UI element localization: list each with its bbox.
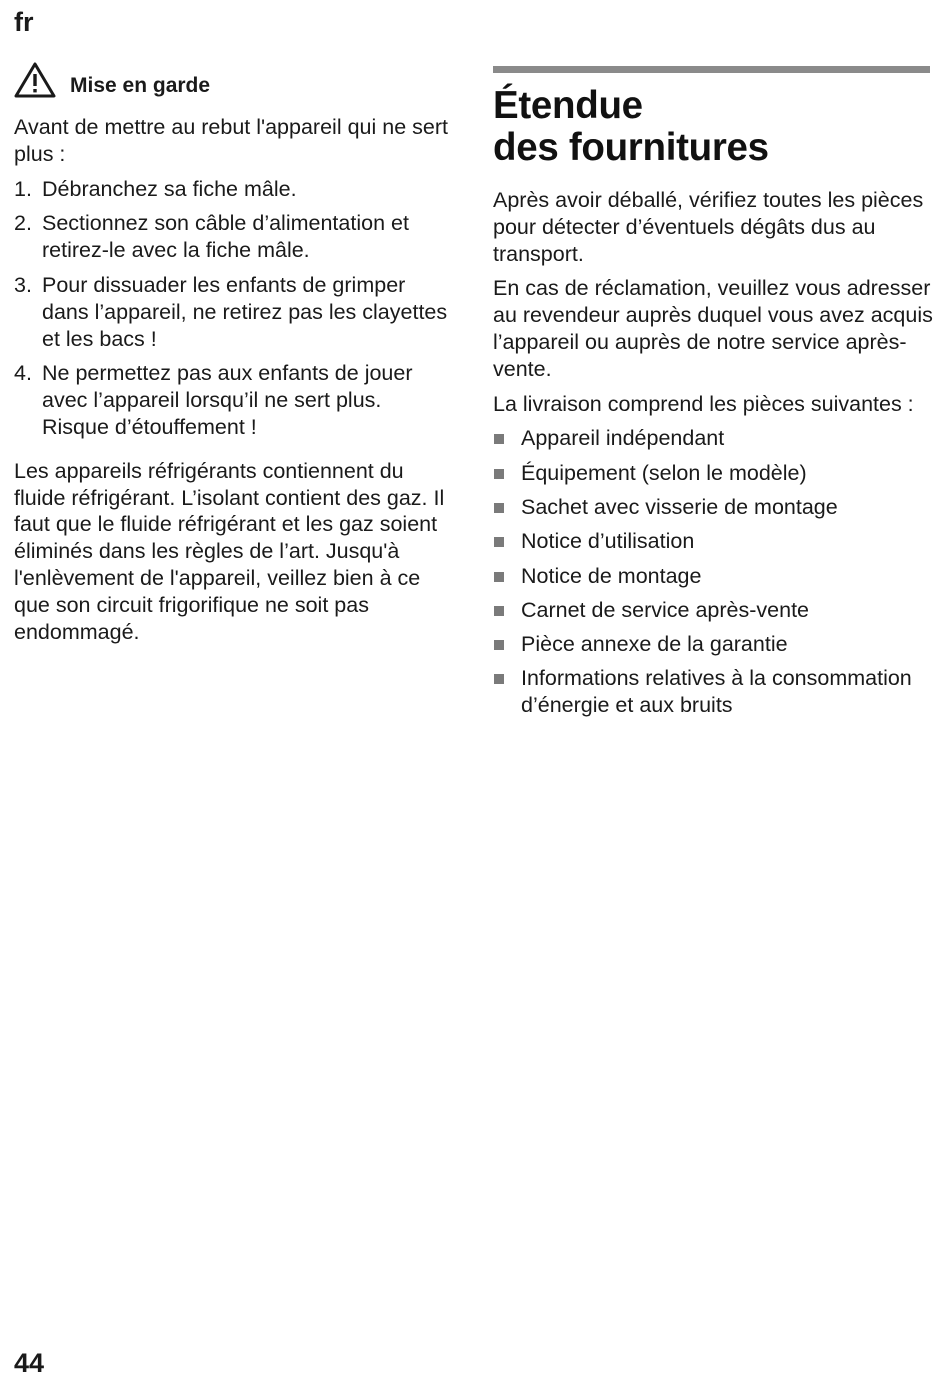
- step-number: 4.: [14, 361, 32, 386]
- section-divider: [493, 66, 930, 73]
- scope-section: [493, 66, 933, 727]
- square-bullet-icon: [493, 631, 521, 658]
- warning-triangle-icon: [14, 62, 56, 98]
- section-title-line2: des fournitures: [493, 126, 769, 169]
- delivery-items-list: [493, 425, 933, 719]
- list-item: [493, 494, 933, 521]
- square-bullet-icon: [493, 528, 521, 555]
- inspection-paragraph: Après avoir déballé, vérifiez toutes les pièces pour détecter d’éventuels dégâts dus au transport.: [493, 188, 924, 266]
- item-text: Sachet avec visserie de montage: [521, 494, 838, 519]
- warning-section: [14, 58, 454, 645]
- step-number: 1.: [14, 176, 32, 201]
- section-title-line1: Étendue: [493, 84, 643, 127]
- step-text: Débranchez sa fiche mâle.: [42, 176, 297, 201]
- warning-intro: Avant de mettre au rebut l'appareil qui ne sert plus :: [14, 115, 448, 166]
- page-number: 44: [14, 1348, 45, 1378]
- list-item: [493, 665, 933, 719]
- step-number: 3.: [14, 272, 32, 297]
- item-text: Notice de montage: [521, 563, 702, 588]
- delivery-intro: La livraison comprend les pièces suivantes :: [493, 391, 914, 416]
- list-item: [493, 528, 933, 555]
- item-text: Informations relatives à la consommation d’énergie et aux bruits: [521, 666, 912, 718]
- list-item: [14, 360, 454, 440]
- refrigerant-paragraph: Les appareils réfrigérants contiennent du fluide réfrigérant. L’isolant contient des gaz. Il faut que le fluide réfrigérant et les gaz soient éliminés dans les règles de l’art. Jusqu'à l'enlèvement de l'appareil, veillez bien à ce que son circuit frigorifique ne soit pas endommagé.: [14, 458, 445, 644]
- step-text: Pour dissuader les enfants de grimper dans l’appareil, ne retirez pas les clayettes et les bacs !: [42, 272, 448, 351]
- list-item: [493, 460, 933, 487]
- list-item: [14, 272, 454, 352]
- complaint-paragraph: En cas de réclamation, veuillez vous adresser au revendeur auprès duquel vous avez acquis l’appareil ou auprès de notre service après-vente.: [493, 276, 933, 381]
- square-bullet-icon: [493, 460, 521, 487]
- item-text: Notice d’utilisation: [521, 529, 695, 554]
- step-text: Ne permettez pas aux enfants de jouer avec l’appareil lorsqu’il ne sert plus. Risque d’étouffement !: [42, 361, 413, 439]
- list-item: [493, 425, 933, 452]
- list-item: [493, 563, 933, 590]
- square-bullet-icon: [493, 425, 521, 452]
- item-text: Carnet de service après-vente: [521, 597, 810, 622]
- language-label: fr: [14, 7, 34, 37]
- warning-heading: [14, 58, 454, 98]
- item-text: Appareil indépendant: [521, 426, 725, 451]
- square-bullet-icon: [493, 597, 521, 624]
- square-bullet-icon: [493, 665, 521, 719]
- square-bullet-icon: [493, 494, 521, 521]
- list-item: [14, 176, 454, 203]
- warning-title: Mise en garde: [70, 74, 211, 97]
- section-title: [493, 85, 933, 169]
- step-text: Sectionnez son câble d’alimentation et retirez-le avec la fiche mâle.: [42, 211, 409, 263]
- list-item: [493, 597, 933, 624]
- square-bullet-icon: [493, 563, 521, 590]
- step-number: 2.: [14, 211, 32, 236]
- item-text: Équipement (selon le modèle): [521, 460, 807, 485]
- list-item: [493, 631, 933, 658]
- item-text: Pièce annexe de la garantie: [521, 632, 788, 657]
- list-item: [14, 210, 454, 264]
- disposal-steps-list: [14, 176, 454, 441]
